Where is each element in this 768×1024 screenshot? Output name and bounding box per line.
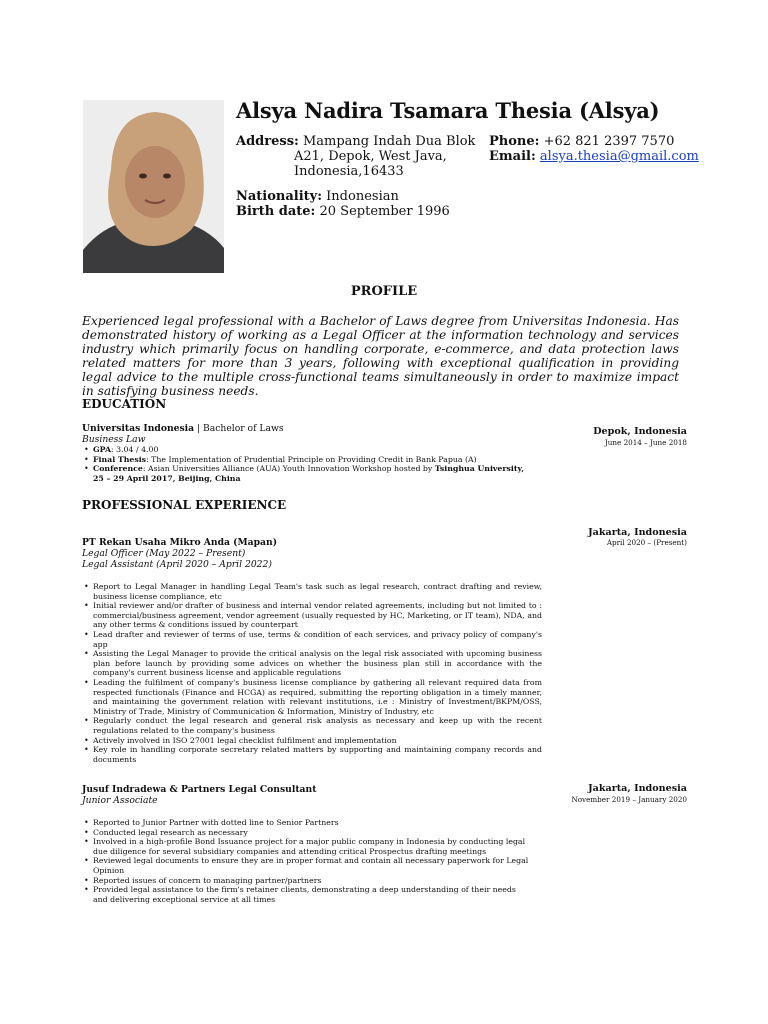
nationality-block: [236, 189, 399, 204]
education-heading: EDUCATION: [82, 397, 167, 411]
list-item: • Leading the fulfilment of company's business license compliance by gathering all relevant required data from respected functionals (Finance and HCGA) as required, submitting the reporting obligation in a timely manner, and maintaining the government relation with relevant institutions, i.e : Ministry of Investment/BKPM/OSS, Ministry of Trade, Ministry of Communication & Information, Ministry of Industry, etc: [93, 678, 542, 716]
list-item: • Key role in handling corporate secretary related matters by supporting and maintaining company records and documents: [93, 745, 542, 764]
list-item: • Actively involved in ISO 27001 legal checklist fulfilment and implementation: [93, 736, 542, 746]
phone-block: [489, 134, 674, 149]
list-item: • GPA: 3.04 / 4.00: [93, 445, 542, 455]
job-duties: [82, 582, 542, 764]
profile-photo: [83, 100, 224, 273]
email-link[interactable]: alsya.thesia@gmail.com: [539, 149, 699, 164]
list-item: • Reviewed legal documents to ensure they are in proper format and contain all necessary paperwork for Legal Opinion: [93, 856, 532, 875]
birthdate-block: [236, 204, 450, 219]
address-line-2: A21, Depok, West Java,: [294, 149, 447, 164]
list-item: • Conducted legal research as necessary: [93, 828, 532, 838]
education-entry: [82, 423, 542, 483]
list-item: • Regularly conduct the legal research and general risk analysis as necessary and keep up with the recent regulations related to the company's business: [93, 716, 542, 735]
nationality-value: Indonesian: [326, 189, 399, 204]
list-item: • Conference: Asian Universities Alliance (AUA) Youth Innovation Workshop hosted by Tsinghua University, 25 – 29 April 2017, Beijing, China: [93, 464, 542, 483]
list-item: • Assisting the Legal Manager to provide the critical analysis on the legal risk associated with upcoming business plan before launch by providing some advices on whether the business plan still in accordance with the company's current business license and applicable regulations: [93, 649, 542, 678]
email-block: [489, 149, 699, 164]
candidate-name: Alsya Nadira Tsamara Thesia (Alsya): [236, 98, 660, 123]
education-location: Depok, Indonesia: [593, 426, 687, 437]
list-item: • Initial reviewer and/or drafter of business and internal vendor related agreements, including but not limited to : commercial/business agreement, vendor agreement (usually requested by HC, Marketing, or IT team), NDA, and any other terms & conditions issued by counterpart: [93, 601, 542, 630]
job-role: Legal Assistant (April 2020 – April 2022): [82, 559, 272, 570]
address-line-1: Mampang Indah Dua Blok: [302, 134, 476, 149]
job-role: Legal Officer (May 2022 – Present): [82, 548, 246, 559]
list-item: • Report to Legal Manager in handling Legal Team's task such as legal research, contract drafting and review, business license compliance, etc: [93, 582, 542, 601]
job-role: Junior Associate: [82, 795, 158, 806]
list-item: • Involved in a high-profile Bond Issuance project for a major public company in Indonesia by conducting legal due diligence for several subsidiary companies and attending critical Prospectus drafting meetings: [93, 837, 532, 856]
experience-heading: PROFESSIONAL EXPERIENCE: [82, 498, 287, 512]
job-duties: [82, 818, 532, 904]
list-item: • Provided legal assistance to the firm's retainer clients, demonstrating a deep understanding of their needs and delivering exceptional service at all times: [93, 885, 532, 904]
job-location: Jakarta, Indonesia: [588, 527, 687, 538]
birthdate-label: Birth date:: [236, 204, 316, 219]
job-header: [82, 784, 402, 806]
education-dates: June 2014 – June 2018: [604, 438, 687, 447]
email-label: Email:: [489, 149, 536, 164]
job-header: [82, 537, 382, 570]
school-name: Universitas Indonesia: [82, 423, 195, 434]
list-item: • Reported to Junior Partner with dotted line to Senior Partners: [93, 818, 532, 828]
phone-label: Phone:: [489, 134, 540, 149]
profile-summary: Experienced legal professional with a Bachelor of Laws degree from Universitas Indonesia. Has demonstrated history of working as a Legal Officer at the information technology and services industry which primarily focus on handling corporate, e-commerce, and data protection laws related matters for more than 3 years, following with exceptional qualification in providing legal advice to the multiple cross-functional teams simultaneously in order to maximize impact in satisfying business needs.: [82, 314, 679, 398]
address-block: [236, 134, 476, 179]
education-details: [82, 445, 542, 483]
list-item: • Final Thesis: The Implementation of Prudential Principle on Providing Credit in Bank Papua (A): [93, 455, 542, 465]
company-name: Jusuf Indradewa & Partners Legal Consultant: [82, 784, 317, 795]
birthdate-value: 20 September 1996: [319, 204, 450, 219]
field-of-study: Business Law: [82, 434, 146, 445]
address-line-3: Indonesia,16433: [294, 164, 404, 179]
nationality-label: Nationality:: [236, 189, 323, 204]
job-dates: April 2020 – (Present): [606, 538, 687, 547]
list-item: • Reported issues of concern to managing partner/partners: [93, 876, 532, 886]
job-dates: November 2019 – January 2020: [571, 795, 687, 804]
profile-heading: PROFILE: [350, 284, 418, 299]
degree: | Bachelor of Laws: [194, 423, 284, 434]
address-label: Address:: [236, 134, 299, 149]
company-name: PT Rekan Usaha Mikro Anda (Mapan): [82, 537, 278, 548]
list-item: • Lead drafter and reviewer of terms of use, terms & condition of each services, and privacy policy of company's app: [93, 630, 542, 649]
job-location: Jakarta, Indonesia: [588, 783, 687, 794]
phone-value: +62 821 2397 7570: [543, 134, 675, 149]
